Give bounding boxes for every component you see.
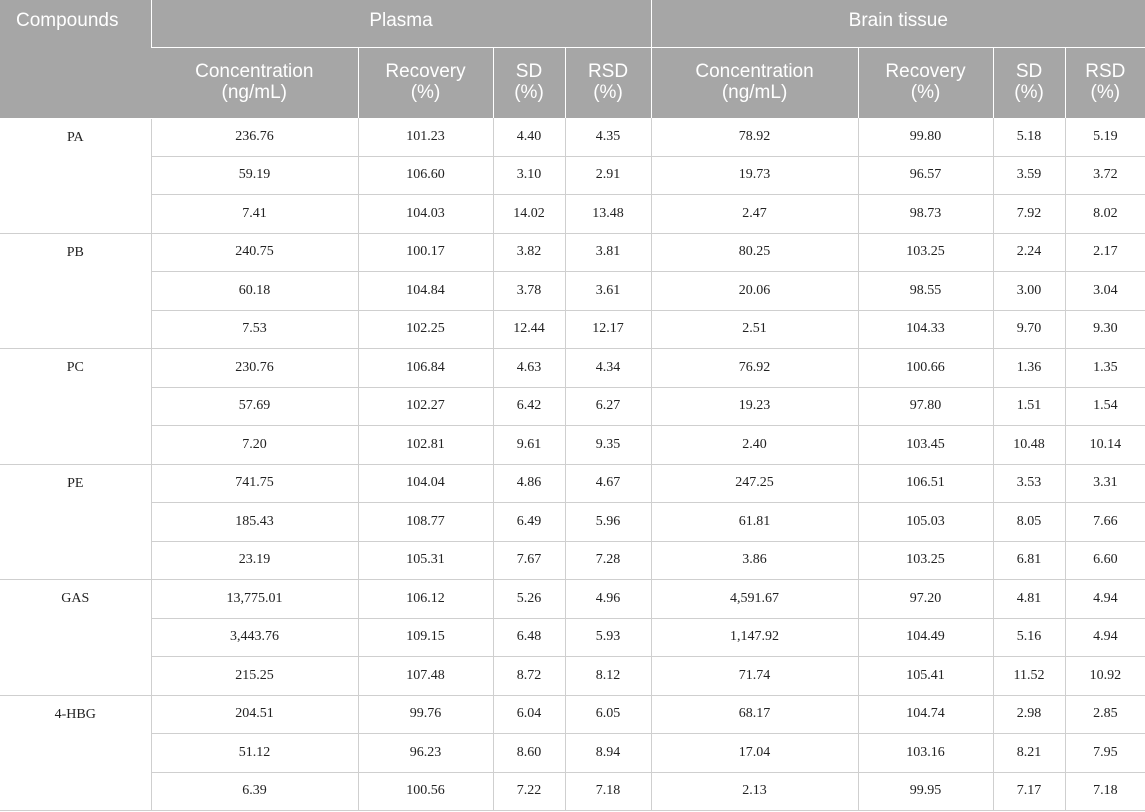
table-cell: 7.53	[151, 310, 358, 349]
table-cell: 106.60	[358, 156, 493, 195]
table-cell: 3.53	[993, 464, 1065, 503]
table-cell: 10.48	[993, 426, 1065, 465]
table-cell: 4.40	[493, 118, 565, 156]
table-cell: 105.03	[858, 503, 993, 542]
table-cell: 97.80	[858, 387, 993, 426]
table-cell: 7.66	[1065, 503, 1145, 542]
table-cell: 96.23	[358, 734, 493, 773]
table-cell: 4.63	[493, 349, 565, 388]
table-cell: 20.06	[651, 272, 858, 311]
table-cell: 108.77	[358, 503, 493, 542]
compound-name: PE	[0, 464, 151, 580]
table-cell: 2.17	[1065, 233, 1145, 272]
table-cell: 2.40	[651, 426, 858, 465]
table-cell: 8.12	[565, 657, 651, 696]
table-cell: 17.04	[651, 734, 858, 773]
table-cell: 6.48	[493, 618, 565, 657]
table-cell: 4.94	[1065, 580, 1145, 619]
table-cell: 9.70	[993, 310, 1065, 349]
header-plasma-concentration: Concentration (ng/mL)	[151, 47, 358, 118]
header-brain-concentration: Concentration (ng/mL)	[651, 47, 858, 118]
table-cell: 102.27	[358, 387, 493, 426]
header-plasma-recovery: Recovery (%)	[358, 47, 493, 118]
table-cell: 3.86	[651, 541, 858, 580]
table-cell: 6.27	[565, 387, 651, 426]
table-cell: 2.13	[651, 772, 858, 811]
table-cell: 1.36	[993, 349, 1065, 388]
table-cell: 76.92	[651, 349, 858, 388]
table-cell: 1.54	[1065, 387, 1145, 426]
table-row	[0, 387, 1145, 426]
table-cell: 12.44	[493, 310, 565, 349]
table-cell: 100.17	[358, 233, 493, 272]
table-cell: 106.12	[358, 580, 493, 619]
table-cell: 7.17	[993, 772, 1065, 811]
table-cell: 7.95	[1065, 734, 1145, 773]
table-cell: 236.76	[151, 118, 358, 156]
table-row	[0, 426, 1145, 465]
table-cell: 13.48	[565, 195, 651, 234]
table-cell: 2.24	[993, 233, 1065, 272]
table-cell: 3.59	[993, 156, 1065, 195]
table-cell: 4.34	[565, 349, 651, 388]
table-cell: 104.33	[858, 310, 993, 349]
table-cell: 19.73	[651, 156, 858, 195]
table-cell: 14.02	[493, 195, 565, 234]
table-cell: 204.51	[151, 695, 358, 734]
table-cell: 3.00	[993, 272, 1065, 311]
table-cell: 61.81	[651, 503, 858, 542]
table-body	[0, 118, 1145, 811]
header-plasma-rsd: RSD (%)	[565, 47, 651, 118]
compound-name: 4-HBG	[0, 695, 151, 811]
table-cell: 7.41	[151, 195, 358, 234]
header-brain-recovery: Recovery (%)	[858, 47, 993, 118]
table-cell: 19.23	[651, 387, 858, 426]
table-cell: 104.49	[858, 618, 993, 657]
table-header	[0, 0, 1145, 118]
table-cell: 103.25	[858, 233, 993, 272]
table-cell: 6.49	[493, 503, 565, 542]
table-cell: 7.18	[565, 772, 651, 811]
table-cell: 6.05	[565, 695, 651, 734]
table-cell: 4.86	[493, 464, 565, 503]
table-cell: 7.92	[993, 195, 1065, 234]
table-cell: 7.67	[493, 541, 565, 580]
table-row	[0, 618, 1145, 657]
table-cell: 4.81	[993, 580, 1065, 619]
table-cell: 8.02	[1065, 195, 1145, 234]
table-cell: 2.51	[651, 310, 858, 349]
table-cell: 5.19	[1065, 118, 1145, 156]
table-cell: 12.17	[565, 310, 651, 349]
table-cell: 7.18	[1065, 772, 1145, 811]
table-row	[0, 580, 1145, 619]
table-cell: 78.92	[651, 118, 858, 156]
table-cell: 71.74	[651, 657, 858, 696]
table-cell: 59.19	[151, 156, 358, 195]
table-cell: 106.84	[358, 349, 493, 388]
table-cell: 107.48	[358, 657, 493, 696]
table-cell: 8.60	[493, 734, 565, 773]
table-cell: 3.78	[493, 272, 565, 311]
table-cell: 6.60	[1065, 541, 1145, 580]
table-row	[0, 233, 1145, 272]
table-cell: 7.22	[493, 772, 565, 811]
table-cell: 6.42	[493, 387, 565, 426]
table-cell: 5.18	[993, 118, 1065, 156]
table-row	[0, 118, 1145, 156]
table-cell: 3.04	[1065, 272, 1145, 311]
table-cell: 2.85	[1065, 695, 1145, 734]
table-cell: 99.80	[858, 118, 993, 156]
table-row	[0, 657, 1145, 696]
table-cell: 6.04	[493, 695, 565, 734]
table-cell: 2.47	[651, 195, 858, 234]
header-compounds: Compounds	[0, 0, 151, 118]
table-cell: 104.84	[358, 272, 493, 311]
header-plasma-sd: SD (%)	[493, 47, 565, 118]
table-cell: 8.05	[993, 503, 1065, 542]
table-cell: 5.93	[565, 618, 651, 657]
table-row	[0, 195, 1145, 234]
table-cell: 101.23	[358, 118, 493, 156]
table-cell: 104.74	[858, 695, 993, 734]
table-cell: 247.25	[651, 464, 858, 503]
table-cell: 106.51	[858, 464, 993, 503]
table-cell: 105.31	[358, 541, 493, 580]
table-cell: 185.43	[151, 503, 358, 542]
table-cell: 1.51	[993, 387, 1065, 426]
table-cell: 68.17	[651, 695, 858, 734]
table-row	[0, 272, 1145, 311]
table-cell: 9.61	[493, 426, 565, 465]
table-cell: 102.25	[358, 310, 493, 349]
table-cell: 6.39	[151, 772, 358, 811]
table-cell: 3.82	[493, 233, 565, 272]
table-cell: 96.57	[858, 156, 993, 195]
table-cell: 4.35	[565, 118, 651, 156]
table-row	[0, 156, 1145, 195]
table-cell: 60.18	[151, 272, 358, 311]
table-row	[0, 310, 1145, 349]
compound-name: PA	[0, 118, 151, 233]
table-cell: 1.35	[1065, 349, 1145, 388]
header-group-plasma: Plasma	[151, 0, 651, 47]
table-cell: 97.20	[858, 580, 993, 619]
compound-name: PB	[0, 233, 151, 349]
table-cell: 741.75	[151, 464, 358, 503]
table-cell: 3,443.76	[151, 618, 358, 657]
table-cell: 8.21	[993, 734, 1065, 773]
table-cell: 11.52	[993, 657, 1065, 696]
table-cell: 98.55	[858, 272, 993, 311]
table-cell: 103.25	[858, 541, 993, 580]
table-cell: 4.67	[565, 464, 651, 503]
table-cell: 13,775.01	[151, 580, 358, 619]
table-cell: 80.25	[651, 233, 858, 272]
table-cell: 3.31	[1065, 464, 1145, 503]
table-cell: 5.16	[993, 618, 1065, 657]
table-cell: 5.96	[565, 503, 651, 542]
table-row	[0, 464, 1145, 503]
table-cell: 51.12	[151, 734, 358, 773]
table-row	[0, 772, 1145, 811]
table-cell: 9.30	[1065, 310, 1145, 349]
table-cell: 2.98	[993, 695, 1065, 734]
table-cell: 100.56	[358, 772, 493, 811]
table-row	[0, 734, 1145, 773]
table-cell: 1,147.92	[651, 618, 858, 657]
table-cell: 3.81	[565, 233, 651, 272]
table-cell: 103.45	[858, 426, 993, 465]
table-cell: 99.76	[358, 695, 493, 734]
table-cell: 102.81	[358, 426, 493, 465]
table-cell: 4,591.67	[651, 580, 858, 619]
table-row	[0, 541, 1145, 580]
table-cell: 240.75	[151, 233, 358, 272]
table-cell: 3.10	[493, 156, 565, 195]
table-cell: 3.61	[565, 272, 651, 311]
header-brain-sd: SD (%)	[993, 47, 1065, 118]
table-cell: 104.03	[358, 195, 493, 234]
table-cell: 105.41	[858, 657, 993, 696]
table-cell: 7.28	[565, 541, 651, 580]
table-cell: 4.96	[565, 580, 651, 619]
table-cell: 3.72	[1065, 156, 1145, 195]
table-cell: 215.25	[151, 657, 358, 696]
table-cell: 100.66	[858, 349, 993, 388]
table-row	[0, 503, 1145, 542]
table-cell: 6.81	[993, 541, 1065, 580]
table-cell: 103.16	[858, 734, 993, 773]
table-cell: 8.72	[493, 657, 565, 696]
table-cell: 10.92	[1065, 657, 1145, 696]
table-cell: 98.73	[858, 195, 993, 234]
table-row	[0, 695, 1145, 734]
table-cell: 9.35	[565, 426, 651, 465]
table-cell: 109.15	[358, 618, 493, 657]
table-cell: 8.94	[565, 734, 651, 773]
table-cell: 23.19	[151, 541, 358, 580]
table-cell: 99.95	[858, 772, 993, 811]
table-cell: 5.26	[493, 580, 565, 619]
table-cell: 230.76	[151, 349, 358, 388]
compound-name: PC	[0, 349, 151, 465]
table-cell: 104.04	[358, 464, 493, 503]
table-cell: 2.91	[565, 156, 651, 195]
table-cell: 7.20	[151, 426, 358, 465]
header-brain-rsd: RSD (%)	[1065, 47, 1145, 118]
table-cell: 4.94	[1065, 618, 1145, 657]
table-cell: 57.69	[151, 387, 358, 426]
table-cell: 10.14	[1065, 426, 1145, 465]
header-group-brain-tissue: Brain tissue	[651, 0, 1145, 47]
table-row	[0, 349, 1145, 388]
compound-name: GAS	[0, 580, 151, 696]
